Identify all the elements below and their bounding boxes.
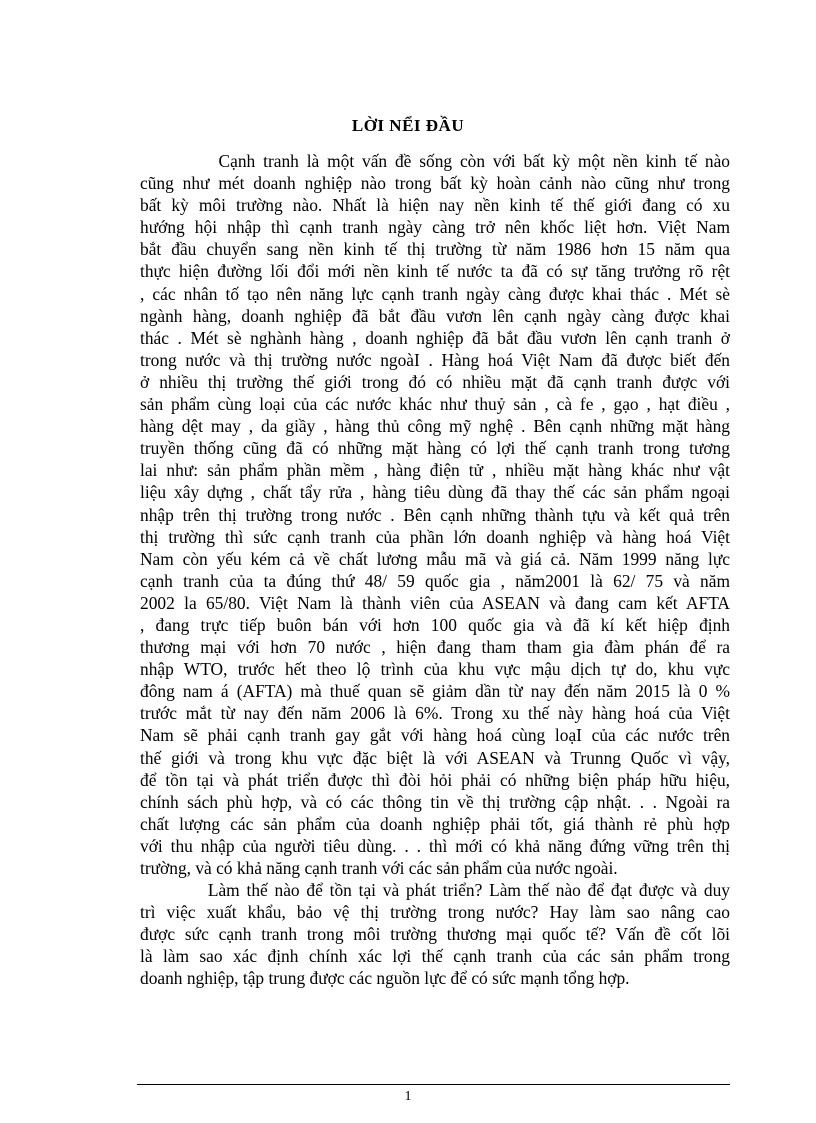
- text-line: Nam sẽ phải cạnh tranh gay gắt với hàng hoá cùng loạI của các nước trên: [140, 725, 730, 746]
- text-line: truyền thống cũng đã có những mặt hàng có lợi thế cạnh tranh trong tương: [140, 438, 730, 459]
- text-line: trong nước và thị trường nước ngoàI . Hàng hoá Việt Nam đã được biết đến: [140, 349, 730, 370]
- text-line: chính sách phù hợp, và có các thông tin về thị trường cập nhật. . . Ngoài ra: [140, 791, 730, 812]
- text-line: Cạnh tranh là một vấn đề sống còn với bất kỳ một nền kinh tế nào: [140, 151, 730, 171]
- text-line: với thu nhập của người tiêu dùng. . . thì mới có khả năng đứng vững trên thị: [140, 835, 730, 856]
- text-line: thực hiện đường lối đổi mới nền kinh tế nước ta đã có sự tăng trưởng rõ rệt: [140, 261, 730, 282]
- footer-divider: [137, 1084, 730, 1085]
- text-line: lai như: sản phẩm phần mềm , hàng điện tử , nhiều mặt hàng khác như vật: [140, 460, 730, 481]
- text-line: thương mại với hơn 70 nước , hiện đang tham tham gia đàm phán để ra: [140, 637, 730, 658]
- text-line: là làm sao xác định chính xác lợi thế cạnh tranh của các sản phẩm trong: [140, 946, 730, 967]
- text-line: hướng hội nhập thì cạnh tranh ngày càng trở nên khốc liệt hơn. Việt Nam: [140, 217, 730, 238]
- text-line: cạnh tranh của ta đúng thứ 48/ 59 quốc gia , năm2001 là 62/ 75 và năm: [140, 570, 730, 591]
- document-body: [140, 150, 730, 990]
- text-line: nhập WTO, trước hết theo lộ trình của khu vực mậu dịch tự do, khu vực: [140, 659, 730, 680]
- text-line: thế giới và trong khu vực đặc biệt là với ASEAN và Trunng Quốc vì vậy,: [140, 747, 730, 768]
- text-line: bắt đầu chuyển sang nền kinh tế thị trường từ năm 1986 hơn 15 năm qua: [140, 239, 730, 260]
- text-line: thác . Mét sè nghành hàng , doanh nghiệp đã bắt đầu vươn lên cạnh tranh ở: [140, 327, 730, 348]
- text-line: liệu xây dựng , chất tẩy rửa , hàng tiêu dùng đã thay thế các sản phẩm ngoại: [140, 482, 730, 503]
- text-line: được sức cạnh tranh trong môi trường thương mại quốc tế? Vấn đề cốt lõi: [140, 924, 730, 945]
- text-line: trước mắt từ nay đến năm 2006 là 6%. Trong xu thế này hàng hoá của Việt: [140, 703, 730, 724]
- text-line: thị trường thì sức cạnh tranh của phần lớn doanh nghiệp và hàng hoá Việt: [140, 526, 730, 547]
- text-line: Làm thế nào để tồn tại và phát triển? Làm thế nào để đạt được và duy: [140, 880, 730, 901]
- text-line: để tồn tại và phát triển được thì đòi hỏi phải có những biện pháp hữu hiệu,: [140, 769, 730, 790]
- paragraph-2: [140, 879, 730, 989]
- text-line: ngành hàng, doanh nghiệp đã bắt đầu vươn lên cạnh ngày càng được khai: [140, 305, 730, 326]
- page-title: LỜI NỂI ĐẦU: [351, 116, 465, 135]
- text-line: trì việc xuất khẩu, bảo vệ thị trường trong nước? Hay làm sao nâng cao: [140, 902, 730, 923]
- text-line: nhập trên thị trường trong nước . Bên cạnh những thành tựu và kết quả trên: [140, 504, 730, 525]
- text-line: cũng như mét doanh nghiệp nào trong bất kỳ hoàn cảnh nào cũng như trong: [140, 173, 730, 194]
- text-line: doanh nghiệp, tập trung được các nguồn lực để có sức mạnh tổng hợp.: [140, 968, 630, 989]
- text-line: sản phẩm cùng loại của các nước khác như thuỷ sản , cà fe , gạo , hạt điều ,: [140, 394, 730, 415]
- text-line: trường, và có khả năng cạnh tranh với các sản phẩm của nước ngoài.: [140, 858, 618, 878]
- text-line: đông nam á (AFTA) mà thuế quan sẽ giảm dần từ nay đến năm 2015 là 0 %: [140, 681, 730, 702]
- text-line: , các nhân tố tạo nên năng lực cạnh tranh ngày càng được khai thác . Mét sè: [140, 283, 730, 304]
- text-line: chất lượng các sản phẩm của doanh nghiệp phải tốt, giá thành rẻ phù hợp: [140, 813, 730, 834]
- text-line: Nam còn yếu kém cả về chất lương mẫu mã và giá cả. Năm 1999 năng lực: [140, 548, 730, 569]
- text-line: 2002 la 65/80. Việt Nam là thành viên của ASEAN và đang cam kết AFTA: [140, 592, 730, 613]
- text-line: ở nhiều thị trường thế giới trong đó có nhiều mặt đã cạnh tranh được với: [140, 371, 730, 392]
- text-line: , đang trực tiếp buôn bán với hơn 100 quốc gia và đã kí kết hiệp định: [140, 614, 730, 635]
- page-number: 1: [404, 1089, 412, 1104]
- text-line: bất kỳ môi trường nào. Nhất là hiện nay nền kinh tế thế giới đang có xu: [140, 195, 730, 216]
- text-line: hàng dệt may , da giầy , hàng thủ công mỹ nghệ . Bên cạnh những mặt hàng: [140, 416, 730, 437]
- paragraph-1: [140, 150, 730, 879]
